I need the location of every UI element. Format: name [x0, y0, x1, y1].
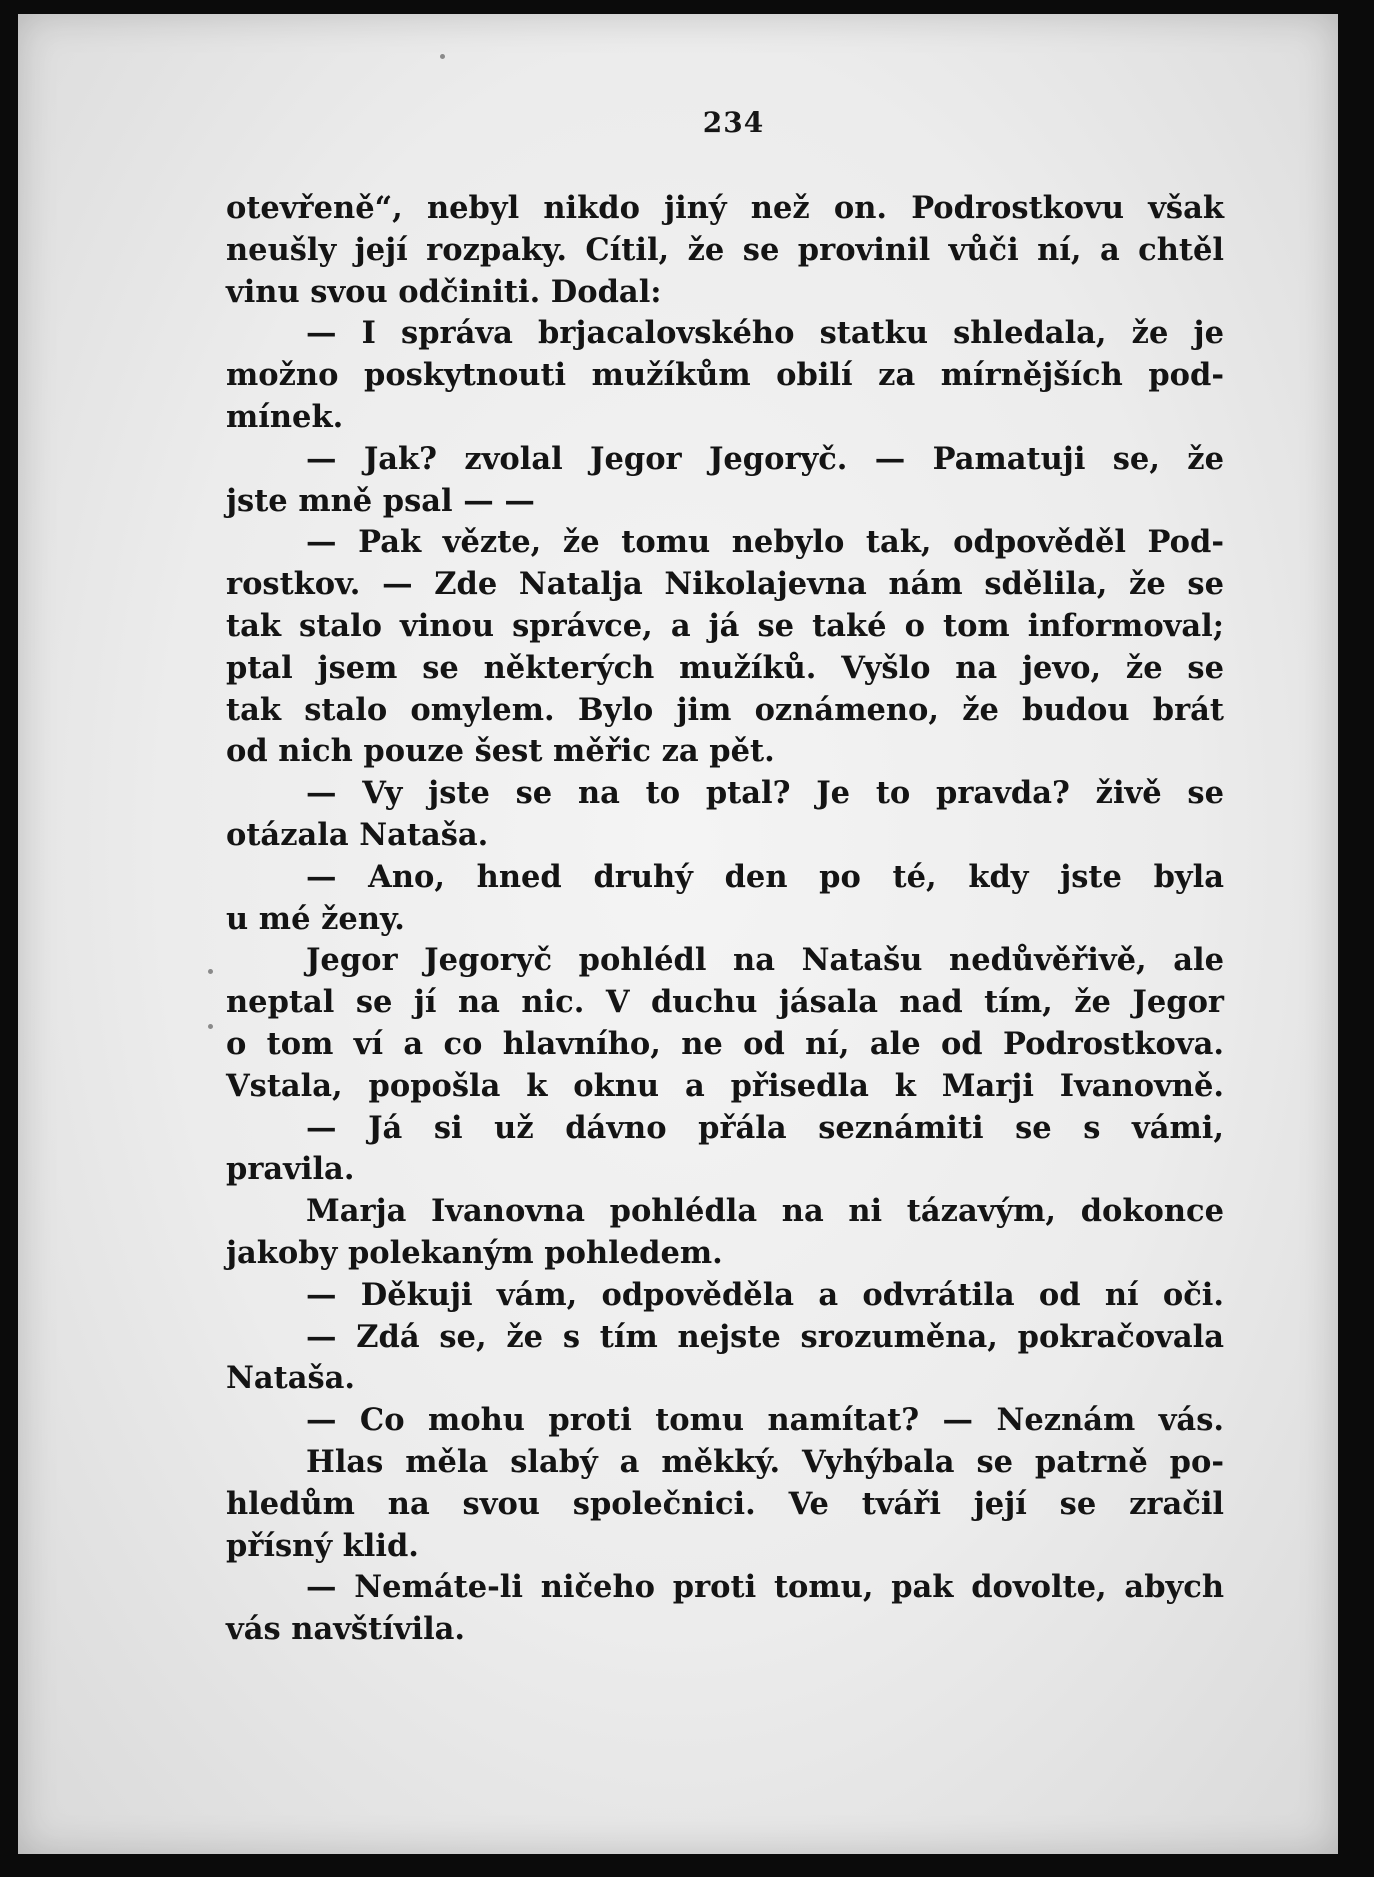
text-line: — Já si už dávno přála seznámiti se s vámi, — [306, 1109, 1224, 1146]
text-line: — Zdá se, že s tím nejste srozuměna, pokračovala — [306, 1318, 1224, 1355]
text-line: rostkov. — Zde Natalja Nikolajevna nám sdělila, že se — [226, 566, 1224, 603]
text-line: otázala Nataša. — [226, 816, 489, 853]
paper-speck — [440, 54, 445, 59]
text-line: Hlas měla slabý a měkký. Vyhýbala se patrně po- — [306, 1443, 1224, 1480]
text-line: mínek. — [226, 398, 344, 435]
text-line: ptal jsem se některých mužíků. Vyšlo na jevo, že se — [226, 649, 1224, 686]
text-line: u mé ženy. — [226, 900, 405, 937]
text-line: od nich pouze šest měřic za pět. — [226, 733, 775, 770]
text-line: vinu svou odčiniti. Dodal: — [226, 273, 662, 310]
text-line: Marja Ivanovna pohlédla na ni tázavým, dokonce — [306, 1193, 1224, 1230]
paper-speck — [208, 1024, 213, 1029]
text-line: — Co mohu proti tomu namítat? — Neznám vás. — [306, 1402, 1224, 1439]
text-line: otevřeně“, nebyl nikdo jiný než on. Podrostkovu však — [226, 190, 1224, 226]
text-line: — Vy jste se na to ptal? Je to pravda? živě se — [306, 775, 1224, 812]
text-line: — Pak vězte, že tomu nebylo tak, odpověděl Pod- — [306, 524, 1224, 561]
text-line: jakoby polekaným pohledem. — [226, 1234, 723, 1271]
text-line: tak stalo omylem. Bylo jim oznámeno, že budou brát — [226, 691, 1224, 728]
text-line: Jegor Jegoryč pohlédl na Natašu nedůvěřivě, ale — [306, 942, 1224, 979]
page-text — [226, 188, 1224, 1651]
text-line: — Ano, hned druhý den po té, kdy jste byla — [306, 858, 1224, 895]
text-line: — I správa brjacalovského statku shledala, že je — [306, 315, 1224, 352]
text-line: vás navštívila. — [226, 1611, 466, 1648]
text-line: — Nemáte-li ničeho proti tomu, pak dovolte, abych — [306, 1569, 1224, 1606]
text-line: o tom ví a co hlavního, ne od ní, ale od Podrostkova. — [226, 1025, 1224, 1062]
text-line: Nataša. — [226, 1360, 356, 1397]
text-line: jste mně psal — — — [226, 482, 535, 519]
page-number: 234 — [702, 106, 765, 139]
text-line: Vstala, popošla k oknu a přisedla k Marji Ivanovně. — [226, 1067, 1224, 1104]
text-line: — Jak? zvolal Jegor Jegoryč. — Pamatuji se, že — [306, 440, 1224, 477]
text-line: neušly její rozpaky. Cítil, že se provinil vůči ní, a chtěl — [226, 231, 1224, 268]
text-line: tak stalo vinou správce, a já se také o tom informoval; — [226, 607, 1224, 644]
text-line: hledům na svou společnici. Ve tváři její se zračil — [226, 1485, 1224, 1522]
text-line: neptal se jí na nic. V duchu jásala nad tím, že Jegor — [226, 984, 1224, 1021]
text-line: přísný klid. — [226, 1527, 419, 1564]
text-line: — Děkuji vám, odpověděla a odvrátila od ní oči. — [306, 1276, 1224, 1313]
text-line: možno poskytnouti mužíkům obilí za mírnějších pod- — [226, 357, 1224, 394]
paper-speck — [208, 969, 213, 974]
text-line: pravila. — [226, 1151, 355, 1188]
